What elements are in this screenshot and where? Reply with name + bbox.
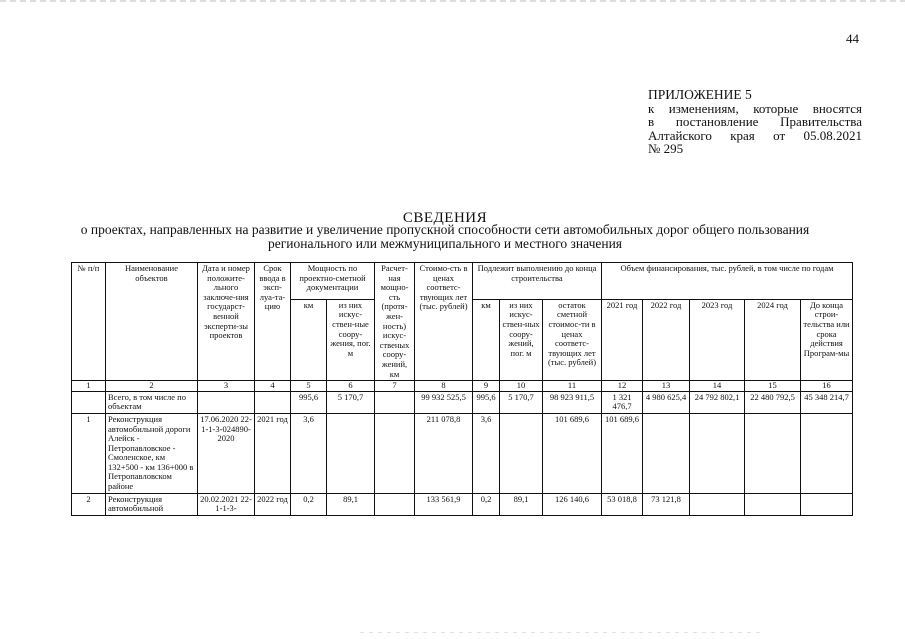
header-remaining: Подлежит выполнению до конца строительства (473, 263, 602, 300)
header-rem-km: км (473, 299, 500, 380)
cell-2024 (745, 413, 801, 493)
cell-name: Реконструкция автомобильной (106, 493, 198, 515)
cell-rem-structures: 5 170,7 (500, 391, 543, 413)
cell-calc (375, 413, 415, 493)
header-rem-structures: из них искус-ствен-ных соору-жений, пог. м (500, 299, 543, 380)
column-number: 14 (690, 381, 745, 392)
cell-rem-structures: 89,1 (500, 493, 543, 515)
appendix-line-4: № 295 (648, 141, 684, 156)
column-number: 9 (473, 381, 500, 392)
appendix-word: изменениям, (668, 100, 739, 116)
cell-km: 3,6 (291, 413, 327, 493)
cell-name: Всего, в том числе по объектам (106, 391, 198, 413)
cell-rem-km: 3,6 (473, 413, 500, 493)
header-cost: Стоимо-сть в ценах соответс-твующих лет (тыс. рублей) (415, 263, 473, 381)
table-row (72, 493, 853, 515)
column-number: 13 (643, 381, 690, 392)
cell-name: Реконструкция автомобильной дороги Алейск - Петропавловское - Смоленское, км 132+500 - км 136+000 в Петропавловском районе (106, 413, 198, 493)
column-number: 3 (198, 381, 255, 392)
column-number: 2 (106, 381, 198, 392)
cell-term: 2021 год (255, 413, 291, 493)
cell-2022 (643, 413, 690, 493)
header-rem-balance: остаток сметной стоимос-ти в ценах соответс-твующих лет (тыс. рублей) (543, 299, 602, 380)
scan-artifact-bottom (360, 632, 760, 633)
document-subtitle: о проектах, направленных на развитие и увеличение пропускной способности сети автомобильных дорог общего пользования регионального или межмуниципального и местного значения (80, 222, 810, 251)
table-row (72, 413, 853, 493)
document-title: СВЕДЕНИЯ (402, 210, 488, 226)
appendix-word: вносятся (812, 100, 862, 116)
column-number: 8 (415, 381, 473, 392)
cell-2023 (690, 493, 745, 515)
cell-num: 2 (72, 493, 106, 515)
header-financing: Объем финансирования, тыс. рублей, в том числе по годам (602, 263, 853, 300)
page-number: 44 (846, 31, 859, 46)
cell-2024: 22 480 792,5 (745, 391, 801, 413)
cell-balance: 98 923 911,5 (543, 391, 602, 413)
header-until-end: До конца строи-тельства или срока действия Програм-мы (801, 299, 853, 380)
header-term: Срок ввода в эксп-луа-та-цию (255, 263, 291, 381)
header-expertise: Дата и номер положите-льного заключе-ния государст-венной эксперти-зы проектов (198, 263, 255, 381)
header-calc-capacity: Расчет-ная мощно-сть (протя-жен-ность) искус-ственых соору-жений, км (375, 263, 415, 381)
cell-2021: 101 689,6 (602, 413, 643, 493)
appendix-block (648, 88, 862, 156)
projects-table (71, 262, 853, 516)
column-number: 10 (500, 381, 543, 392)
cell-expertise (198, 391, 255, 413)
column-number: 16 (801, 381, 853, 392)
header-row-1 (72, 263, 853, 300)
cell-cost: 133 561,9 (415, 493, 473, 515)
appendix-line-2 (648, 115, 862, 129)
cell-2022: 4 980 625,4 (643, 391, 690, 413)
cell-structures: 5 170,7 (327, 391, 375, 413)
cell-cost: 211 078,8 (415, 413, 473, 493)
cell-km: 995,6 (291, 391, 327, 413)
cell-expertise: 20.02.2021 22-1-1-3- (198, 493, 255, 515)
cell-rem-km: 995,6 (473, 391, 500, 413)
header-2022: 2022 год (643, 299, 690, 380)
cell-2023: 24 792 802,1 (690, 391, 745, 413)
table-row (72, 391, 853, 413)
appendix-word: к (648, 100, 655, 116)
column-number: 1 (72, 381, 106, 392)
header-num: № п/п (72, 263, 106, 381)
appendix-word: Алтайского (648, 127, 712, 143)
cell-structures (327, 413, 375, 493)
appendix-line-1 (648, 102, 862, 116)
cell-2022: 73 121,8 (643, 493, 690, 515)
appendix-word: которые (753, 100, 799, 116)
column-number: 12 (602, 381, 643, 392)
appendix-word: в (648, 114, 655, 129)
cell-structures: 89,1 (327, 493, 375, 515)
cell-until-end (801, 493, 853, 515)
column-number: 4 (255, 381, 291, 392)
header-capacity: Мощность по проектно-сметной документации (291, 263, 375, 300)
header-2024: 2024 год (745, 299, 801, 380)
cell-2021: 53 018,8 (602, 493, 643, 515)
cell-calc (375, 391, 415, 413)
header-cap-km: км (291, 299, 327, 380)
appendix-word: Правительства (780, 114, 862, 129)
column-number: 7 (375, 381, 415, 392)
appendix-word: 05.08.2021 (803, 127, 862, 143)
cell-until-end: 45 348 214,7 (801, 391, 853, 413)
cell-num: 1 (72, 413, 106, 493)
scan-artifact-top (0, 0, 905, 2)
cell-balance: 126 140,6 (543, 493, 602, 515)
cell-term: 2022 год (255, 493, 291, 515)
header-name: Наименование объектов (106, 263, 198, 381)
appendix-title: ПРИЛОЖЕНИЕ 5 (648, 87, 752, 102)
cell-2024 (745, 493, 801, 515)
cell-balance: 101 689,6 (543, 413, 602, 493)
appendix-word: постановление (675, 114, 759, 129)
cell-expertise: 17.06.2020 22-1-1-3-024890-2020 (198, 413, 255, 493)
cell-calc (375, 493, 415, 515)
column-number: 15 (745, 381, 801, 392)
header-cap-structures: из них искус-ствен-ные соору-жения, пог. м (327, 299, 375, 380)
cell-2021: 1 321 476,7 (602, 391, 643, 413)
column-number-row (72, 381, 853, 392)
column-number: 6 (327, 381, 375, 392)
cell-cost: 99 932 525,5 (415, 391, 473, 413)
cell-num (72, 391, 106, 413)
cell-rem-km: 0,2 (473, 493, 500, 515)
appendix-line-3 (648, 129, 862, 143)
cell-2023 (690, 413, 745, 493)
appendix-word: края (730, 127, 755, 143)
cell-rem-structures (500, 413, 543, 493)
header-2023: 2023 год (690, 299, 745, 380)
header-2021: 2021 год (602, 299, 643, 380)
column-number: 5 (291, 381, 327, 392)
column-number: 11 (543, 381, 602, 392)
cell-until-end (801, 413, 853, 493)
cell-term (255, 391, 291, 413)
cell-km: 0,2 (291, 493, 327, 515)
appendix-word: от (773, 127, 786, 143)
